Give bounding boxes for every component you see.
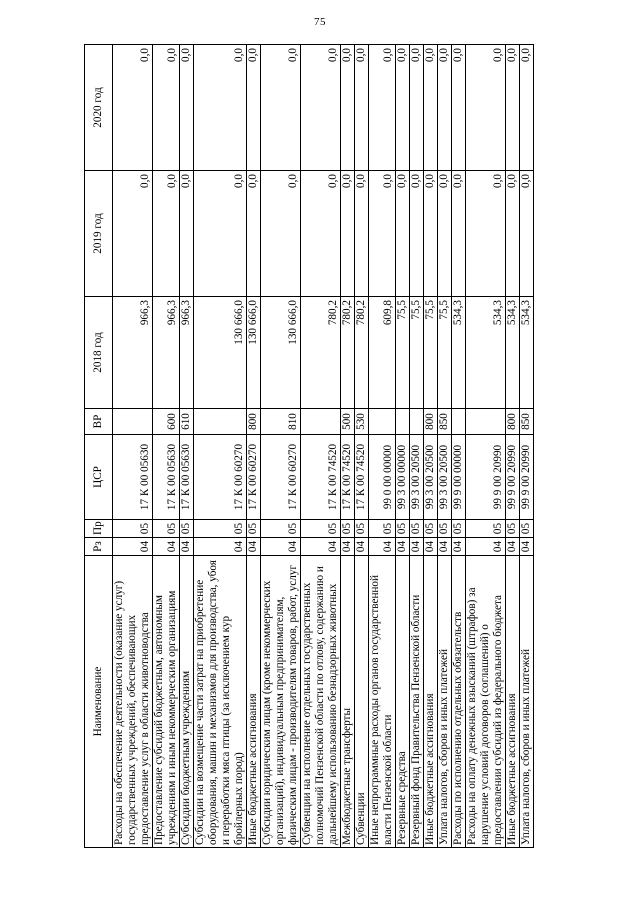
cell-2018: 534,3 [506, 297, 520, 409]
cell-rz: 04 [113, 538, 153, 556]
cell-pr: 05 [247, 520, 261, 538]
header-vr: ВР [85, 409, 113, 435]
cell-rz: 04 [506, 538, 520, 556]
cell-2019: 0,0 [194, 171, 247, 297]
table-row [194, 45, 247, 848]
budget-table [84, 44, 534, 848]
cell-pr: 05 [410, 520, 424, 538]
table-row [247, 45, 261, 848]
cell-csr: 99 0 00 00000 [369, 435, 396, 520]
rotated-table-wrapper [84, 45, 556, 848]
cell-name: Иные непрограммные расходы органов государственной власти Пензенской области [369, 556, 396, 848]
cell-pr: 05 [396, 520, 410, 538]
cell-vr: 800 [424, 409, 438, 435]
cell-2020: 0,0 [506, 45, 520, 171]
cell-2020: 0,0 [247, 45, 261, 171]
cell-pr: 05 [180, 520, 194, 538]
cell-2020: 0,0 [520, 45, 534, 171]
cell-rz: 04 [180, 538, 194, 556]
cell-2018: 780,2 [341, 297, 355, 409]
cell-vr [410, 409, 424, 435]
cell-vr [369, 409, 396, 435]
table-row [396, 45, 410, 848]
cell-csr: 17 К 00 60270 [194, 435, 247, 520]
header-2020: 2020 год [85, 45, 113, 171]
cell-rz: 04 [410, 538, 424, 556]
cell-name: Субвенции [355, 556, 369, 848]
cell-vr: 810 [261, 409, 301, 435]
cell-name: Резервный фонд Правительства Пензенской области [410, 556, 424, 848]
cell-csr: 99 3 00 00000 [396, 435, 410, 520]
cell-name: Расходы на оплату денежных взысканий (штрафов) за нарушение условий договоров (соглашений) о предоставлении субсидий из федерального бюджета [466, 556, 506, 848]
cell-vr: 850 [520, 409, 534, 435]
cell-2019: 0,0 [113, 171, 153, 297]
cell-2019: 0,0 [301, 171, 341, 297]
cell-2018: 966,3 [180, 297, 194, 409]
cell-2019: 0,0 [396, 171, 410, 297]
cell-2018: 75,5 [438, 297, 452, 409]
cell-2019: 0,0 [520, 171, 534, 297]
cell-vr: 850 [438, 409, 452, 435]
header-pr: Пр [85, 520, 113, 538]
cell-csr: 99 3 00 20500 [410, 435, 424, 520]
table-row [424, 45, 438, 848]
cell-name: Иные бюджетные ассигнования [506, 556, 520, 848]
cell-2018: 966,3 [153, 297, 180, 409]
table-header-row [85, 45, 113, 848]
cell-rz: 04 [194, 538, 247, 556]
cell-name: Уплата налогов, сборов и иных платежей [438, 556, 452, 848]
cell-csr: 17 К 00 74520 [341, 435, 355, 520]
cell-2020: 0,0 [341, 45, 355, 171]
cell-2020: 0,0 [466, 45, 506, 171]
cell-csr: 99 3 00 20500 [424, 435, 438, 520]
cell-2019: 0,0 [452, 171, 466, 297]
cell-2018: 75,5 [410, 297, 424, 409]
table-row [113, 45, 153, 848]
cell-2020: 0,0 [261, 45, 301, 171]
cell-rz: 04 [396, 538, 410, 556]
cell-csr: 99 3 00 20500 [438, 435, 452, 520]
cell-rz: 04 [452, 538, 466, 556]
table-row [506, 45, 520, 848]
cell-vr: 800 [247, 409, 261, 435]
table-row [438, 45, 452, 848]
cell-vr [194, 409, 247, 435]
cell-name: Субсидии на возмещение части затрат на приобретение оборудования, машин и механизмов для производства, убоя и переработки мяса птицы (за исключением кур бройлерных пород) [194, 556, 247, 848]
cell-2018: 130 666,0 [261, 297, 301, 409]
cell-2018: 534,3 [466, 297, 506, 409]
cell-vr [396, 409, 410, 435]
cell-rz: 04 [520, 538, 534, 556]
table-body [113, 45, 534, 848]
cell-2019: 0,0 [466, 171, 506, 297]
cell-csr: 17 К 00 74520 [301, 435, 341, 520]
cell-name: Иные бюджетные ассигнования [424, 556, 438, 848]
cell-pr: 05 [438, 520, 452, 538]
cell-2020: 0,0 [301, 45, 341, 171]
cell-2020: 0,0 [438, 45, 452, 171]
cell-name: Субсидии юридическим лицам (кроме некоммерческих организаций), индивидуальным предпринимателям, физическим лицам - производителям товаров, работ, услуг [261, 556, 301, 848]
cell-pr: 05 [369, 520, 396, 538]
cell-2019: 0,0 [506, 171, 520, 297]
table-row [520, 45, 534, 848]
cell-2018: 75,5 [396, 297, 410, 409]
cell-rz: 04 [301, 538, 341, 556]
header-csr: ЦСР [85, 435, 113, 520]
header-2019: 2019 год [85, 171, 113, 297]
cell-csr: 99 9 00 20990 [466, 435, 506, 520]
cell-pr: 05 [153, 520, 180, 538]
cell-2019: 0,0 [410, 171, 424, 297]
cell-2019: 0,0 [438, 171, 452, 297]
cell-2018: 966,3 [113, 297, 153, 409]
cell-pr: 05 [341, 520, 355, 538]
cell-2018: 130 666,0 [247, 297, 261, 409]
cell-csr: 17 К 00 05630 [180, 435, 194, 520]
cell-csr: 17 К 00 74520 [355, 435, 369, 520]
cell-2019: 0,0 [355, 171, 369, 297]
cell-vr [113, 409, 153, 435]
cell-2018: 534,3 [452, 297, 466, 409]
cell-pr: 05 [113, 520, 153, 538]
cell-rz: 04 [261, 538, 301, 556]
table-row [341, 45, 355, 848]
cell-name: Межбюджетные трансферты [341, 556, 355, 848]
cell-pr: 05 [355, 520, 369, 538]
cell-2020: 0,0 [410, 45, 424, 171]
cell-pr: 05 [452, 520, 466, 538]
cell-2018: 609,8 [369, 297, 396, 409]
cell-rz: 04 [341, 538, 355, 556]
cell-pr: 05 [424, 520, 438, 538]
cell-name: Расходы на обеспечение деятельности (оказание услуг) государственных учреждений, обеспечивающих предоставление услуг в области животноводства [113, 556, 153, 848]
header-2018: 2018 год [85, 297, 113, 409]
cell-csr: 99 9 00 20990 [506, 435, 520, 520]
cell-2019: 0,0 [180, 171, 194, 297]
table-row [355, 45, 369, 848]
cell-name: Расходы по исполнению отдельных обязательств [452, 556, 466, 848]
cell-2018: 130 666,0 [194, 297, 247, 409]
table-row [452, 45, 466, 848]
cell-vr: 600 [153, 409, 180, 435]
page-number: 75 [314, 16, 326, 28]
cell-2019: 0,0 [341, 171, 355, 297]
cell-vr: 500 [341, 409, 355, 435]
cell-name: Субвенции на исполнение отдельных государственных полномочий Пензенской области по отлову, содержанию и дальнейшему использованию безнадзорных животных [301, 556, 341, 848]
cell-pr: 05 [466, 520, 506, 538]
cell-name: Резервные средства [396, 556, 410, 848]
cell-csr: 17 К 00 05630 [153, 435, 180, 520]
cell-vr [452, 409, 466, 435]
cell-pr: 05 [301, 520, 341, 538]
table-row [261, 45, 301, 848]
cell-2020: 0,0 [452, 45, 466, 171]
cell-2019: 0,0 [261, 171, 301, 297]
cell-vr: 800 [506, 409, 520, 435]
cell-csr: 17 К 00 05630 [113, 435, 153, 520]
cell-2019: 0,0 [153, 171, 180, 297]
cell-vr: 530 [355, 409, 369, 435]
cell-csr: 17 К 00 60270 [261, 435, 301, 520]
header-name: Наименование [85, 556, 113, 848]
cell-rz: 04 [424, 538, 438, 556]
header-rz: Рз [85, 538, 113, 556]
cell-vr: 610 [180, 409, 194, 435]
table-row [153, 45, 180, 848]
cell-rz: 04 [153, 538, 180, 556]
cell-rz: 04 [355, 538, 369, 556]
cell-csr: 17 К 00 60270 [247, 435, 261, 520]
cell-2020: 0,0 [396, 45, 410, 171]
cell-2020: 0,0 [153, 45, 180, 171]
cell-2020: 0,0 [424, 45, 438, 171]
cell-pr: 05 [194, 520, 247, 538]
table-row [410, 45, 424, 848]
cell-2020: 0,0 [180, 45, 194, 171]
cell-name: Субсидии бюджетным учреждениям [180, 556, 194, 848]
cell-vr [301, 409, 341, 435]
table-row [180, 45, 194, 848]
cell-2018: 780,2 [355, 297, 369, 409]
cell-name: Иные бюджетные ассигнования [247, 556, 261, 848]
cell-2019: 0,0 [369, 171, 396, 297]
cell-pr: 05 [506, 520, 520, 538]
cell-2020: 0,0 [194, 45, 247, 171]
cell-2018: 780,2 [301, 297, 341, 409]
cell-2020: 0,0 [369, 45, 396, 171]
cell-rz: 04 [438, 538, 452, 556]
cell-2018: 75,5 [424, 297, 438, 409]
cell-csr: 99 9 00 00000 [452, 435, 466, 520]
cell-rz: 04 [466, 538, 506, 556]
cell-2019: 0,0 [247, 171, 261, 297]
cell-2020: 0,0 [113, 45, 153, 171]
cell-rz: 04 [369, 538, 396, 556]
cell-2020: 0,0 [355, 45, 369, 171]
table-row [369, 45, 396, 848]
table-row [301, 45, 341, 848]
cell-pr: 05 [261, 520, 301, 538]
cell-vr [466, 409, 506, 435]
cell-rz: 04 [247, 538, 261, 556]
cell-csr: 99 9 00 20990 [520, 435, 534, 520]
cell-pr: 05 [520, 520, 534, 538]
cell-2019: 0,0 [424, 171, 438, 297]
cell-name: Предоставление субсидий бюджетным, автономным учреждениям и иным некоммерческим организациям [153, 556, 180, 848]
table-row [466, 45, 506, 848]
cell-name: Уплата налогов, сборов и иных платежей [520, 556, 534, 848]
cell-2018: 534,3 [520, 297, 534, 409]
